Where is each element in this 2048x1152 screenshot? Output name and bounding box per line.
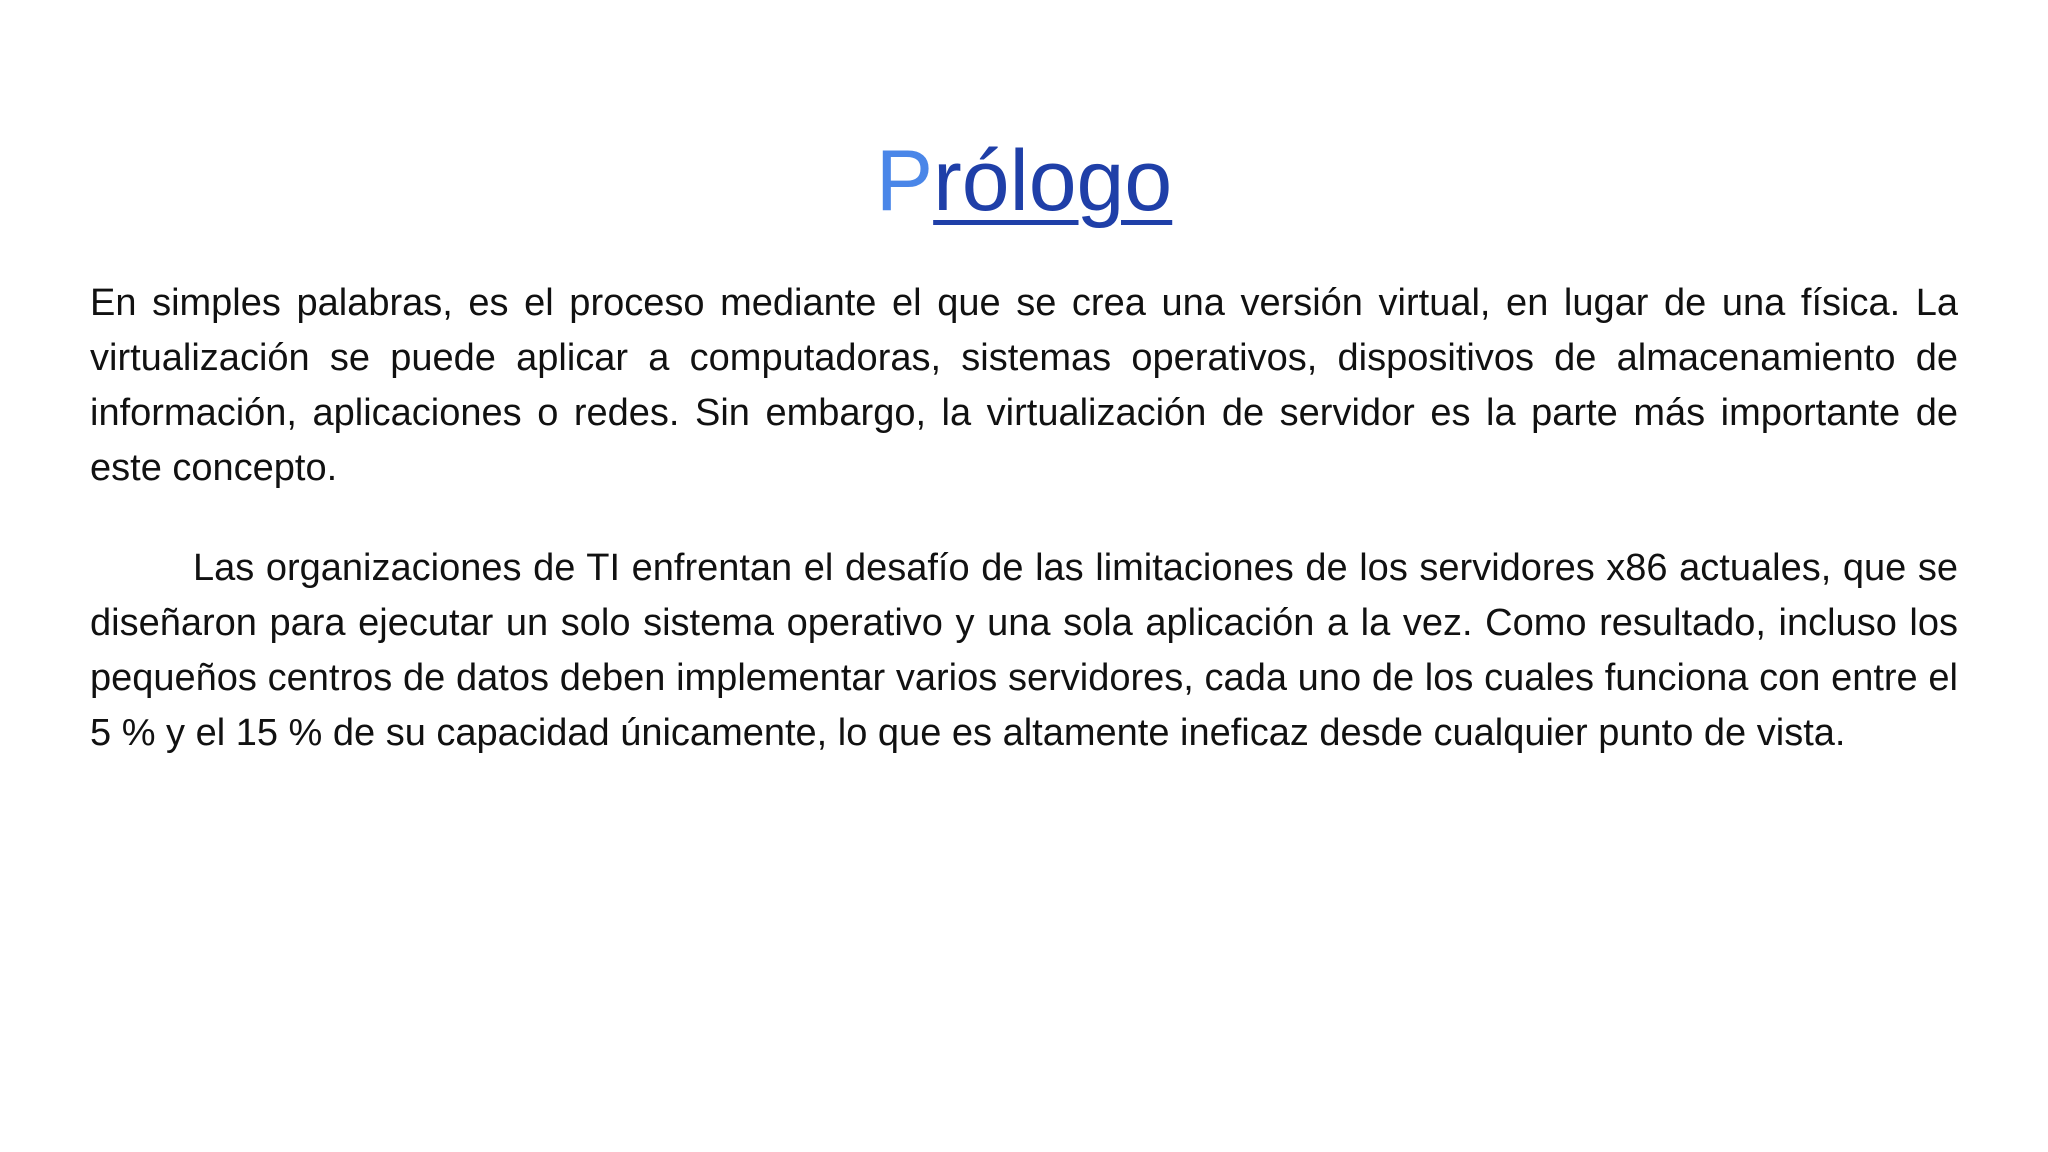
paragraph-1: En simples palabras, es el proceso mediante el que se crea una versión virtual, en lugar de una física. La virtualización se puede aplicar a computadoras, sistemas operativos, dispositivos de almacenamiento de información, aplicaciones o redes. Sin embargo, la virtualización de servidor es la parte más importante de este concepto. [90,282,1958,489]
page-title [0,126,2048,236]
title-first-letter: P [875,133,934,229]
body-text [90,276,1958,761]
paragraph-2: Las organizaciones de TI enfrentan el desafío de las limitaciones de los servidores x86 actuales, que se diseñaron para ejecutar un solo sistema operativo y una sola aplicación a la vez. Como resultado, incluso los pequeños centros de datos deben implementar varios servidores, cada uno de los cuales funciona con entre el 5 % y el 15 % de su capacidad únicamente, lo que es altamente ineficaz desde cualquier punto de vista. [90,547,1958,754]
title-rest: rólogo [933,133,1173,229]
